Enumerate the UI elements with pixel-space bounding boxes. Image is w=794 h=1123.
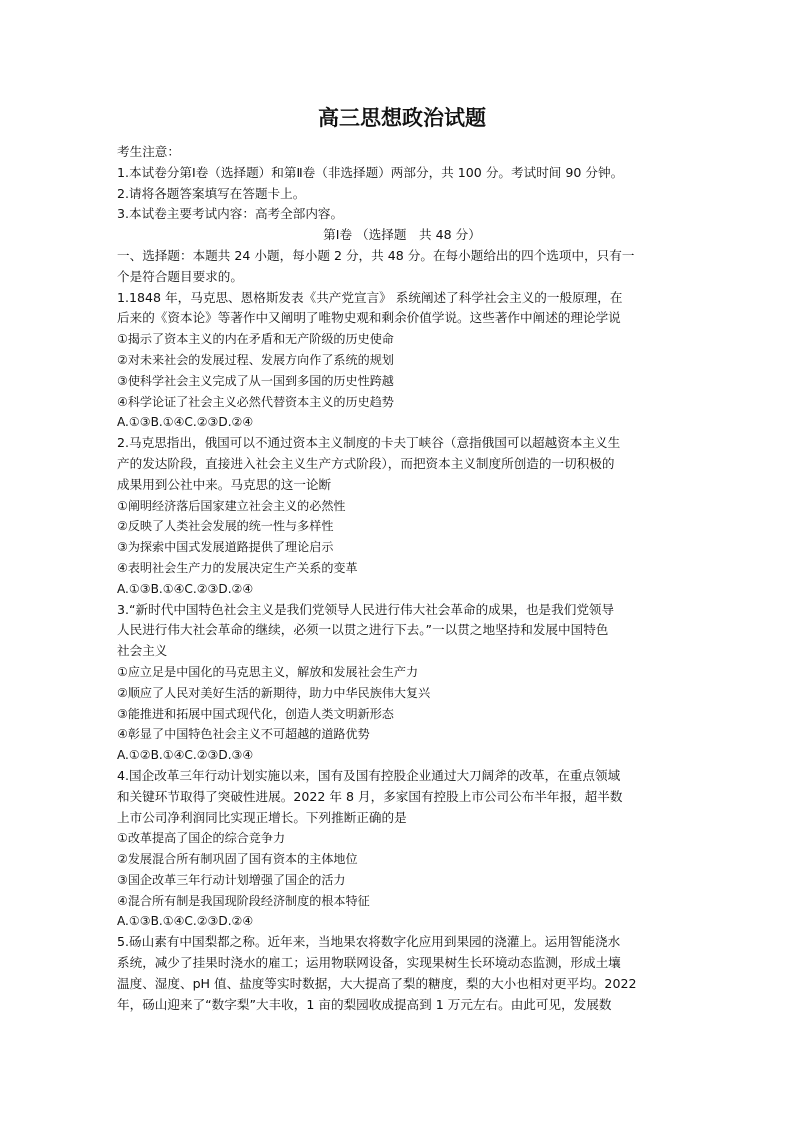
notice-heading: 考生注意：	[117, 144, 180, 159]
question-1	[117, 288, 687, 434]
exam-page	[117, 100, 687, 1015]
question-stem-line: 系统，减少了挂果时浇水的雇工；运用物联网设备，实现果树生长环境动态监测，形成土壤	[117, 955, 621, 971]
notice-block	[117, 142, 687, 225]
question-5	[117, 932, 687, 1015]
question-option: ①改革提高了国企的综合竞争力	[117, 831, 286, 846]
question-stem-line: 成果用到公社中来。马克思的这一论断	[117, 476, 332, 492]
question-3	[117, 600, 687, 766]
question-option: ③使科学社会主义完成了从一国到多国的历史性跨越	[117, 373, 394, 388]
section-intro-line-1: 一、选择题：本题共 24 小题，每小题 2 分，共 48 分。在每小题给出的四个选项中，只有一	[117, 247, 635, 263]
question-option: ②反映了人类社会发展的统一性与多样性	[117, 519, 334, 534]
answer-choices: A.①③B.①④C.②③D.②④	[117, 581, 254, 596]
question-stem-line: 3.“新时代中国特色社会主义是我们党领导人民进行伟大社会革命的成果，也是我们党领导	[117, 601, 615, 617]
question-option: ②顺应了人民对美好生活的新期待，助力中华民族伟大复兴	[117, 685, 431, 700]
notice-item-2: 2.请将各题答案填写在答题卡上。	[117, 185, 306, 201]
question-option: ①揭示了资本主义的内在矛盾和无产阶级的历史使命	[117, 332, 394, 347]
question-stem-line: 上市公司净利润同比实现正增长。下列推断正确的是	[117, 809, 407, 825]
question-stem-line: 5.砀山素有中国梨都之称。近年来，当地果农将数字化应用到果园的浇灌上。运用智能浇水	[117, 934, 621, 950]
notice-item-3: 3.本试卷主要考试内容：高考全部内容。	[117, 206, 344, 222]
question-option: ③能推进和拓展中国式现代化，创造人类文明新形态	[117, 706, 394, 721]
question-option: ②对未来社会的发展过程、发展方向作了系统的规划	[117, 352, 394, 367]
question-option: ④混合所有制是我国现阶段经济制度的根本特征	[117, 893, 370, 908]
question-option: ①阐明经济落后国家建立社会主义的必然性	[117, 498, 346, 513]
question-stem-line: 人民进行伟大社会革命的继续，必须一以贯之进行下去。”一以贯之地坚持和发展中国特色	[117, 622, 609, 638]
page-title: 高三思想政治试题	[318, 106, 486, 130]
question-4	[117, 766, 687, 932]
question-stem-line: 温度、湿度、pH 值、盐度等实时数据，大大提高了梨的糖度，梨的大小也相对更平均。2022	[117, 975, 637, 991]
answer-choices: A.①③B.①④C.②③D.②④	[117, 914, 254, 929]
question-stem-line: 产的发达阶段，直接进入社会主义生产方式阶段），而把资本主义制度所创造的一切积极的	[117, 455, 615, 471]
question-2	[117, 433, 687, 599]
notice-item-1: 1.本试卷分第Ⅰ卷（选择题）和第Ⅱ卷（非选择题）两部分，共 100 分。考试时间 90 分钟。	[117, 164, 624, 180]
question-stem-line: 年，砀山迎来了“数字梨”大丰收，1 亩的梨园收成提高到 1 万元左右。由此可见，发展数	[117, 996, 612, 1012]
question-stem-line: 4.国企改革三年行动计划实施以来，国有及国有控股企业通过大刀阔斧的改革，在重点领域	[117, 767, 621, 783]
question-option: ③国企改革三年行动计划增强了国企的活力	[117, 872, 346, 887]
question-stem-line: 后来的《资本论》等著作中又阐明了唯物史观和剩余价值学说。这些著作中阐述的理论学说	[117, 310, 621, 326]
question-stem-line: 和关键环节取得了突破性进展。2022 年 8 月，多家国有控股上市公司公布半年报，超半数	[117, 788, 623, 804]
question-option: ③为探索中国式发展道路提供了理论启示	[117, 540, 334, 555]
section-intro-line-2: 个是符合题目要求的。	[117, 268, 243, 284]
answer-choices: A.①③B.①④C.②③D.②④	[117, 415, 254, 430]
question-stem-line: 社会主义	[117, 643, 168, 659]
answer-choices: A.①②B.①④C.②③D.③④	[117, 748, 254, 763]
question-option: ④彰显了中国特色社会主义不可超越的道路优势	[117, 727, 370, 742]
section-heading: 第Ⅰ卷 （选择题 共 48 分）	[323, 227, 481, 243]
question-option: ④表明社会生产力的发展决定生产关系的变革	[117, 560, 358, 575]
question-option: ②发展混合所有制巩固了国有资本的主体地位	[117, 852, 358, 867]
question-stem-line: 1.1848 年，马克思、恩格斯发表《共产党宣言》 系统阐述了科学社会主义的一般原理，在	[117, 289, 623, 305]
question-stem-line: 2.马克思指出，俄国可以不通过资本主义制度的卡夫丁峡谷（意指俄国可以超越资本主义生	[117, 435, 621, 451]
question-option: ①应立足是中国化的马克思主义，解放和发展社会生产力	[117, 664, 419, 679]
question-option: ④科学论证了社会主义必然代替资本主义的历史趋势	[117, 394, 394, 409]
